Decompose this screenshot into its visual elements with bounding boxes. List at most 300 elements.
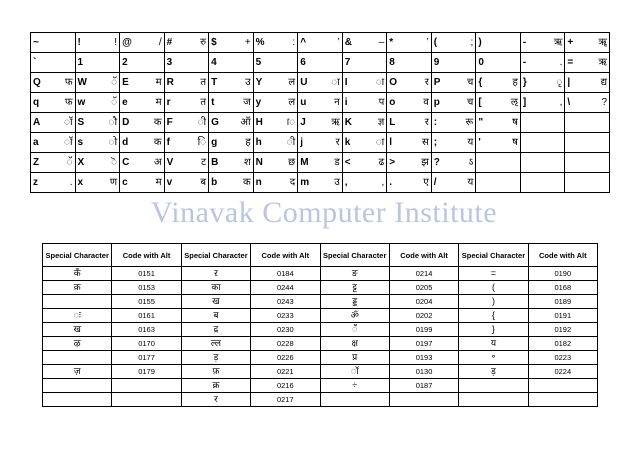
special-char-glyph: ः xyxy=(43,309,112,323)
key-lower-alt: क xyxy=(153,137,162,148)
special-char-glyph: ) xyxy=(459,295,528,309)
key-cell-upper[interactable] xyxy=(253,73,298,93)
key-cell-lower[interactable] xyxy=(431,173,476,193)
key-upper-legend: ( xyxy=(433,37,438,48)
special-char-code: 0244 xyxy=(251,281,320,295)
key-lower-alt: . xyxy=(69,177,73,188)
key-cell-lower[interactable] xyxy=(342,93,387,113)
key-cell-lower[interactable] xyxy=(253,133,298,153)
special-char-glyph xyxy=(43,351,112,365)
key-lower-alt: , xyxy=(559,97,563,108)
key-lower-legend: n xyxy=(255,177,262,188)
special-char-code: 0228 xyxy=(251,337,320,351)
keyboard-layout-table xyxy=(30,32,610,193)
key-cell-lower[interactable] xyxy=(31,53,76,73)
key-cell-lower[interactable] xyxy=(476,53,521,73)
keyboard-table-body xyxy=(31,33,610,193)
special-char-table-head xyxy=(43,244,598,267)
key-cell-upper[interactable] xyxy=(298,113,343,133)
key-lower-legend: 7 xyxy=(344,57,351,68)
key-upper-legend: R xyxy=(166,77,174,88)
special-char-glyph: द्र xyxy=(181,323,250,337)
key-lower-alt: ऋ xyxy=(598,57,607,68)
special-char-code: 0230 xyxy=(251,323,320,337)
key-lower-alt: ष xyxy=(512,137,518,148)
key-cell-upper[interactable] xyxy=(120,113,165,133)
key-upper-legend: H xyxy=(255,117,263,128)
key-upper-alt: ॉ xyxy=(64,117,73,128)
key-cell-lower[interactable] xyxy=(209,93,254,113)
key-cell-lower[interactable] xyxy=(31,93,76,113)
key-cell-upper[interactable] xyxy=(565,73,610,93)
key-cell-upper[interactable] xyxy=(164,33,209,53)
key-upper-legend: A xyxy=(33,117,41,128)
key-upper-legend: X xyxy=(77,157,85,168)
key-upper-alt: श xyxy=(243,157,251,168)
keyboard-table xyxy=(30,32,610,193)
key-cell-upper[interactable] xyxy=(31,33,76,53)
key-cell-lower[interactable] xyxy=(298,53,343,73)
key-lower-alt: य xyxy=(467,177,474,188)
special-char-code: 0190 xyxy=(528,267,597,281)
key-cell-lower[interactable] xyxy=(342,53,387,73)
key-cell-lower[interactable] xyxy=(387,173,432,193)
key-cell-empty xyxy=(565,153,610,173)
key-upper-legend: F xyxy=(166,117,173,128)
key-cell-upper[interactable] xyxy=(298,153,343,173)
special-char-glyph: { xyxy=(459,309,528,323)
key-cell-upper[interactable] xyxy=(342,33,387,53)
key-upper-alt: ी xyxy=(197,117,207,128)
key-cell-upper[interactable] xyxy=(209,153,254,173)
key-upper-legend: M xyxy=(300,157,309,168)
key-upper-legend: G xyxy=(211,117,219,128)
key-cell-upper[interactable] xyxy=(31,153,76,173)
special-char-code: 0161 xyxy=(112,309,181,323)
key-cell-upper[interactable] xyxy=(75,33,120,53)
key-lower-alt: न xyxy=(334,97,340,108)
key-cell-lower[interactable] xyxy=(120,93,165,113)
key-cell-lower[interactable] xyxy=(120,53,165,73)
key-cell-lower[interactable] xyxy=(387,133,432,153)
special-char-glyph: क्र xyxy=(181,379,250,393)
key-lower-alt: स xyxy=(422,137,429,148)
key-lower-alt: , xyxy=(381,177,385,188)
key-cell-upper[interactable] xyxy=(253,33,298,53)
key-cell-upper[interactable] xyxy=(342,113,387,133)
special-char-code: 0192 xyxy=(528,323,597,337)
special-char-code: 0233 xyxy=(251,309,320,323)
special-char-glyph xyxy=(43,295,112,309)
key-cell-lower[interactable] xyxy=(75,93,120,113)
key-cell-empty xyxy=(520,113,565,133)
key-lower-legend: b xyxy=(211,177,218,188)
key-lower-legend: / xyxy=(433,177,437,188)
key-lower-legend: \ xyxy=(567,97,571,108)
key-cell-lower[interactable] xyxy=(253,93,298,113)
special-char-code: 0224 xyxy=(528,365,597,379)
special-char-code xyxy=(389,393,458,407)
key-upper-alt: ’ xyxy=(426,37,429,48)
key-lower-alt: ो xyxy=(108,137,118,148)
special-char-code: 0214 xyxy=(389,267,458,281)
special-char-code: 0168 xyxy=(528,281,597,295)
key-cell-upper[interactable] xyxy=(342,73,387,93)
key-upper-legend: U xyxy=(300,77,308,88)
key-cell-lower[interactable] xyxy=(298,93,343,113)
key-cell-upper[interactable] xyxy=(75,73,120,93)
key-upper-alt: छ xyxy=(288,157,296,168)
key-lower-legend: , xyxy=(344,177,348,188)
special-char-code: 0179 xyxy=(112,365,181,379)
key-cell-upper[interactable] xyxy=(253,153,298,173)
key-cell-lower[interactable] xyxy=(520,93,565,113)
key-lower-legend: 8 xyxy=(389,57,395,68)
special-char-header-cell: Special Character xyxy=(181,244,250,267)
key-cell-lower[interactable] xyxy=(431,93,476,113)
key-upper-legend: } xyxy=(522,77,527,88)
key-upper-alt: ृ xyxy=(556,77,563,88)
key-cell-upper[interactable] xyxy=(342,153,387,173)
keyboard-row-top xyxy=(31,33,610,53)
key-cell-upper[interactable] xyxy=(75,113,120,133)
key-cell-lower[interactable] xyxy=(387,93,432,113)
key-lower-legend: r xyxy=(166,97,171,108)
key-lower-legend: w xyxy=(77,97,86,108)
key-upper-alt: / xyxy=(158,37,162,48)
special-char-code: 0177 xyxy=(112,351,181,365)
special-char-glyph: र xyxy=(181,393,250,407)
key-cell-upper[interactable] xyxy=(387,113,432,133)
key-upper-legend: > xyxy=(389,157,396,168)
key-cell-lower[interactable] xyxy=(75,133,120,153)
special-char-glyph: य xyxy=(459,337,528,351)
key-lower-legend: 6 xyxy=(300,57,306,68)
key-lower-legend: 2 xyxy=(122,57,128,68)
special-char-code: 0187 xyxy=(389,379,458,393)
special-char-header-cell: Special Character xyxy=(320,244,389,267)
special-char-code: 0189 xyxy=(528,295,597,309)
key-lower-legend: h xyxy=(255,137,262,148)
special-char-code: 0217 xyxy=(251,393,320,407)
key-cell-upper[interactable] xyxy=(209,113,254,133)
special-char-glyph: कँ xyxy=(43,267,112,281)
key-lower-alt: ण xyxy=(109,177,118,188)
key-cell-upper[interactable] xyxy=(75,153,120,173)
key-upper-alt: – xyxy=(378,37,385,48)
key-upper-alt: फ xyxy=(64,77,73,88)
key-cell-lower[interactable] xyxy=(298,133,343,153)
key-upper-legend: Z xyxy=(33,157,40,168)
key-upper-alt: ढ xyxy=(378,157,385,168)
key-upper-legend: P xyxy=(433,77,441,88)
special-char-code: 0193 xyxy=(389,351,458,365)
key-cell-upper[interactable] xyxy=(120,153,165,173)
key-upper-alt: द्य xyxy=(600,77,607,88)
key-lower-alt: य xyxy=(467,137,474,148)
special-char-glyph: ऴ xyxy=(43,337,112,351)
key-upper-alt: ! xyxy=(114,37,118,48)
key-upper-alt: ॅ xyxy=(111,77,118,88)
special-char-code: 0199 xyxy=(389,323,458,337)
key-upper-alt: ज्ञ xyxy=(377,117,385,128)
key-cell-upper[interactable] xyxy=(431,153,476,173)
key-cell-empty xyxy=(565,113,610,133)
key-cell-lower[interactable] xyxy=(209,53,254,73)
special-char-glyph: = xyxy=(459,267,528,281)
key-cell-upper[interactable] xyxy=(120,73,165,93)
key-cell-lower[interactable] xyxy=(253,173,298,193)
key-cell-upper[interactable] xyxy=(431,33,476,53)
key-cell-upper[interactable] xyxy=(209,73,254,93)
key-lower-legend: ] xyxy=(522,97,527,108)
key-upper-legend: ? xyxy=(433,157,440,168)
table-row xyxy=(43,295,598,309)
special-char-code: 0216 xyxy=(251,379,320,393)
key-upper-legend: { xyxy=(478,77,483,88)
key-upper-alt: म xyxy=(155,77,162,88)
table-row xyxy=(43,323,598,337)
special-char-glyph: का xyxy=(181,281,250,295)
key-upper-legend: + xyxy=(567,37,574,48)
key-lower-legend: ` xyxy=(33,57,37,68)
key-upper-legend: B xyxy=(211,157,219,168)
key-lower-legend: i xyxy=(344,97,348,108)
key-upper-legend: W xyxy=(77,77,87,88)
key-cell-upper[interactable] xyxy=(120,33,165,53)
key-upper-alt: ह xyxy=(512,77,518,88)
special-char-glyph xyxy=(459,393,528,407)
special-char-code: 0243 xyxy=(251,295,320,309)
special-char-glyph: ङ xyxy=(320,267,389,281)
key-cell-upper[interactable] xyxy=(431,73,476,93)
special-char-code: 0223 xyxy=(528,351,597,365)
key-lower-alt: फ xyxy=(64,97,73,108)
key-upper-alt: रु xyxy=(200,37,207,48)
key-upper-alt: ा xyxy=(375,77,385,88)
key-cell-lower[interactable] xyxy=(120,173,165,193)
key-lower-legend: j xyxy=(300,137,303,148)
key-cell-upper[interactable] xyxy=(520,73,565,93)
key-upper-alt: उ xyxy=(245,77,251,88)
special-char-glyph: } xyxy=(459,323,528,337)
key-cell-lower[interactable] xyxy=(298,173,343,193)
key-lower-legend: l xyxy=(389,137,393,148)
key-cell-upper[interactable] xyxy=(164,153,209,173)
key-cell-lower[interactable] xyxy=(209,173,254,193)
key-cell-lower[interactable] xyxy=(164,133,209,153)
table-row xyxy=(43,281,598,295)
special-char-header-cell: Code with Alt xyxy=(528,244,597,267)
key-lower-alt: म xyxy=(155,97,162,108)
special-char-glyph: ड्ड xyxy=(320,295,389,309)
key-upper-legend: K xyxy=(344,117,352,128)
key-cell-upper[interactable] xyxy=(31,113,76,133)
key-cell-empty xyxy=(476,173,521,193)
key-cell-lower[interactable] xyxy=(476,133,521,153)
key-cell-lower[interactable] xyxy=(253,53,298,73)
special-char-header-cell: Special Character xyxy=(459,244,528,267)
key-upper-alt: झ xyxy=(421,157,429,168)
key-upper-alt: क xyxy=(153,117,162,128)
key-cell-lower[interactable] xyxy=(565,93,610,113)
key-upper-legend: D xyxy=(122,117,130,128)
special-char-glyph: क्ष xyxy=(320,337,389,351)
key-upper-alt: रू xyxy=(465,117,474,128)
special-char-code: 0151 xyxy=(112,267,181,281)
key-upper-legend: T xyxy=(211,77,218,88)
special-char-glyph: ॰ xyxy=(459,351,528,365)
key-cell-lower[interactable] xyxy=(164,173,209,193)
key-cell-upper[interactable] xyxy=(387,33,432,53)
key-upper-alt: ष xyxy=(512,117,518,128)
key-upper-alt: ॠ xyxy=(598,37,607,48)
key-lower-legend: p xyxy=(433,97,440,108)
key-cell-empty xyxy=(565,133,610,153)
key-upper-alt: त xyxy=(200,77,207,88)
watermark-text: Vinavak Computer Institute xyxy=(150,196,498,229)
keyboard-row-bottom xyxy=(31,173,610,193)
key-cell-upper[interactable] xyxy=(387,73,432,93)
key-lower-alt: प xyxy=(378,97,385,108)
special-char-code: 0163 xyxy=(112,323,181,337)
special-char-code: 0182 xyxy=(528,337,597,351)
key-cell-lower[interactable] xyxy=(31,133,76,153)
key-cell-lower[interactable] xyxy=(342,133,387,153)
special-char-code: 0205 xyxy=(389,281,458,295)
key-cell-lower[interactable] xyxy=(120,133,165,153)
key-upper-legend: & xyxy=(344,37,352,48)
special-char-header-cell: Code with Alt xyxy=(251,244,320,267)
key-lower-legend: q xyxy=(33,97,40,108)
key-cell-upper[interactable] xyxy=(520,33,565,53)
special-char-glyph: ( xyxy=(459,281,528,295)
key-lower-legend: = xyxy=(567,57,574,68)
special-char-glyph: ज़ xyxy=(43,365,112,379)
key-lower-legend: m xyxy=(300,177,310,188)
key-upper-legend: N xyxy=(255,157,263,168)
key-cell-upper[interactable] xyxy=(298,73,343,93)
special-char-header-row xyxy=(43,244,598,267)
key-lower-alt: ह xyxy=(245,137,251,148)
key-cell-lower[interactable] xyxy=(342,173,387,193)
key-upper-alt: ौ xyxy=(108,117,118,128)
table-row xyxy=(43,393,598,407)
key-cell-upper[interactable] xyxy=(164,113,209,133)
key-cell-upper[interactable] xyxy=(209,33,254,53)
key-upper-legend: Y xyxy=(255,77,263,88)
key-cell-upper[interactable] xyxy=(431,113,476,133)
key-cell-upper[interactable] xyxy=(476,113,521,133)
key-lower-legend: c xyxy=(122,177,128,188)
special-char-code xyxy=(528,393,597,407)
key-cell-upper[interactable] xyxy=(387,153,432,173)
key-cell-lower[interactable] xyxy=(31,173,76,193)
key-upper-legend: I xyxy=(344,77,348,88)
key-upper-alt: ा xyxy=(331,77,340,88)
key-cell-lower[interactable] xyxy=(565,53,610,73)
key-lower-legend: o xyxy=(389,97,396,108)
key-cell-lower[interactable] xyxy=(75,173,120,193)
key-upper-legend: V xyxy=(166,157,174,168)
special-char-code: 0204 xyxy=(389,295,458,309)
key-cell-empty xyxy=(520,133,565,153)
key-lower-alt: ा xyxy=(375,137,385,148)
special-char-glyph: ट्ट xyxy=(320,281,389,295)
key-upper-alt: र xyxy=(424,77,429,88)
special-char-header-cell: Special Character xyxy=(43,244,112,267)
table-row xyxy=(43,267,598,281)
special-char-glyph xyxy=(43,379,112,393)
key-upper-legend: J xyxy=(300,117,306,128)
special-characters-table xyxy=(42,243,598,407)
key-cell-lower[interactable] xyxy=(209,133,254,153)
key-cell-upper[interactable] xyxy=(31,73,76,93)
key-lower-alt: क xyxy=(242,177,251,188)
key-lower-alt: ऌ xyxy=(510,97,518,108)
special-char-header-cell: Code with Alt xyxy=(389,244,458,267)
key-cell-empty xyxy=(565,173,610,193)
special-char-table-body xyxy=(43,267,598,407)
key-upper-legend: * xyxy=(389,37,394,48)
key-lower-alt: ी xyxy=(286,137,296,148)
special-char-glyph: ख xyxy=(43,323,112,337)
key-lower-legend: . xyxy=(389,177,393,188)
key-lower-legend: t xyxy=(211,97,215,108)
key-lower-alt: ? xyxy=(601,97,607,108)
key-cell-empty xyxy=(520,173,565,193)
key-upper-legend: | xyxy=(567,77,571,88)
key-lower-legend: v xyxy=(166,177,173,188)
key-lower-alt: त xyxy=(200,97,207,108)
key-upper-alt: + xyxy=(244,37,251,48)
key-upper-legend: E xyxy=(122,77,129,88)
key-cell-upper[interactable] xyxy=(565,33,610,53)
key-cell-upper[interactable] xyxy=(476,33,521,53)
special-char-glyph xyxy=(459,379,528,393)
key-cell-lower[interactable] xyxy=(431,133,476,153)
key-cell-upper[interactable] xyxy=(164,73,209,93)
keyboard-row-bottom xyxy=(31,53,610,73)
key-cell-lower[interactable] xyxy=(520,53,565,73)
special-char-code xyxy=(528,379,597,393)
key-cell-upper[interactable] xyxy=(476,73,521,93)
key-upper-alt: : xyxy=(292,37,296,48)
key-lower-alt: ॉ xyxy=(64,137,73,148)
key-upper-legend: ! xyxy=(77,37,81,48)
key-lower-legend: k xyxy=(344,137,351,148)
key-cell-lower[interactable] xyxy=(164,53,209,73)
special-char-header-cell: Code with Alt xyxy=(112,244,181,267)
key-cell-lower[interactable] xyxy=(387,53,432,73)
key-upper-alt: च xyxy=(466,77,474,88)
keyboard-row-top xyxy=(31,153,610,173)
key-cell-lower[interactable] xyxy=(164,93,209,113)
key-upper-alt: ऽ xyxy=(468,157,474,168)
key-lower-alt: ॅ xyxy=(111,97,118,108)
table-row xyxy=(43,351,598,365)
key-cell-lower[interactable] xyxy=(476,93,521,113)
key-cell-lower[interactable] xyxy=(431,53,476,73)
key-cell-upper[interactable] xyxy=(253,113,298,133)
key-lower-alt: च xyxy=(466,97,474,108)
key-cell-lower[interactable] xyxy=(75,53,120,73)
key-cell-upper[interactable] xyxy=(298,33,343,53)
special-char-code: 0226 xyxy=(251,351,320,365)
special-char-glyph: ड़ xyxy=(459,365,528,379)
special-char-code: 0153 xyxy=(112,281,181,295)
key-lower-legend: [ xyxy=(478,97,482,108)
